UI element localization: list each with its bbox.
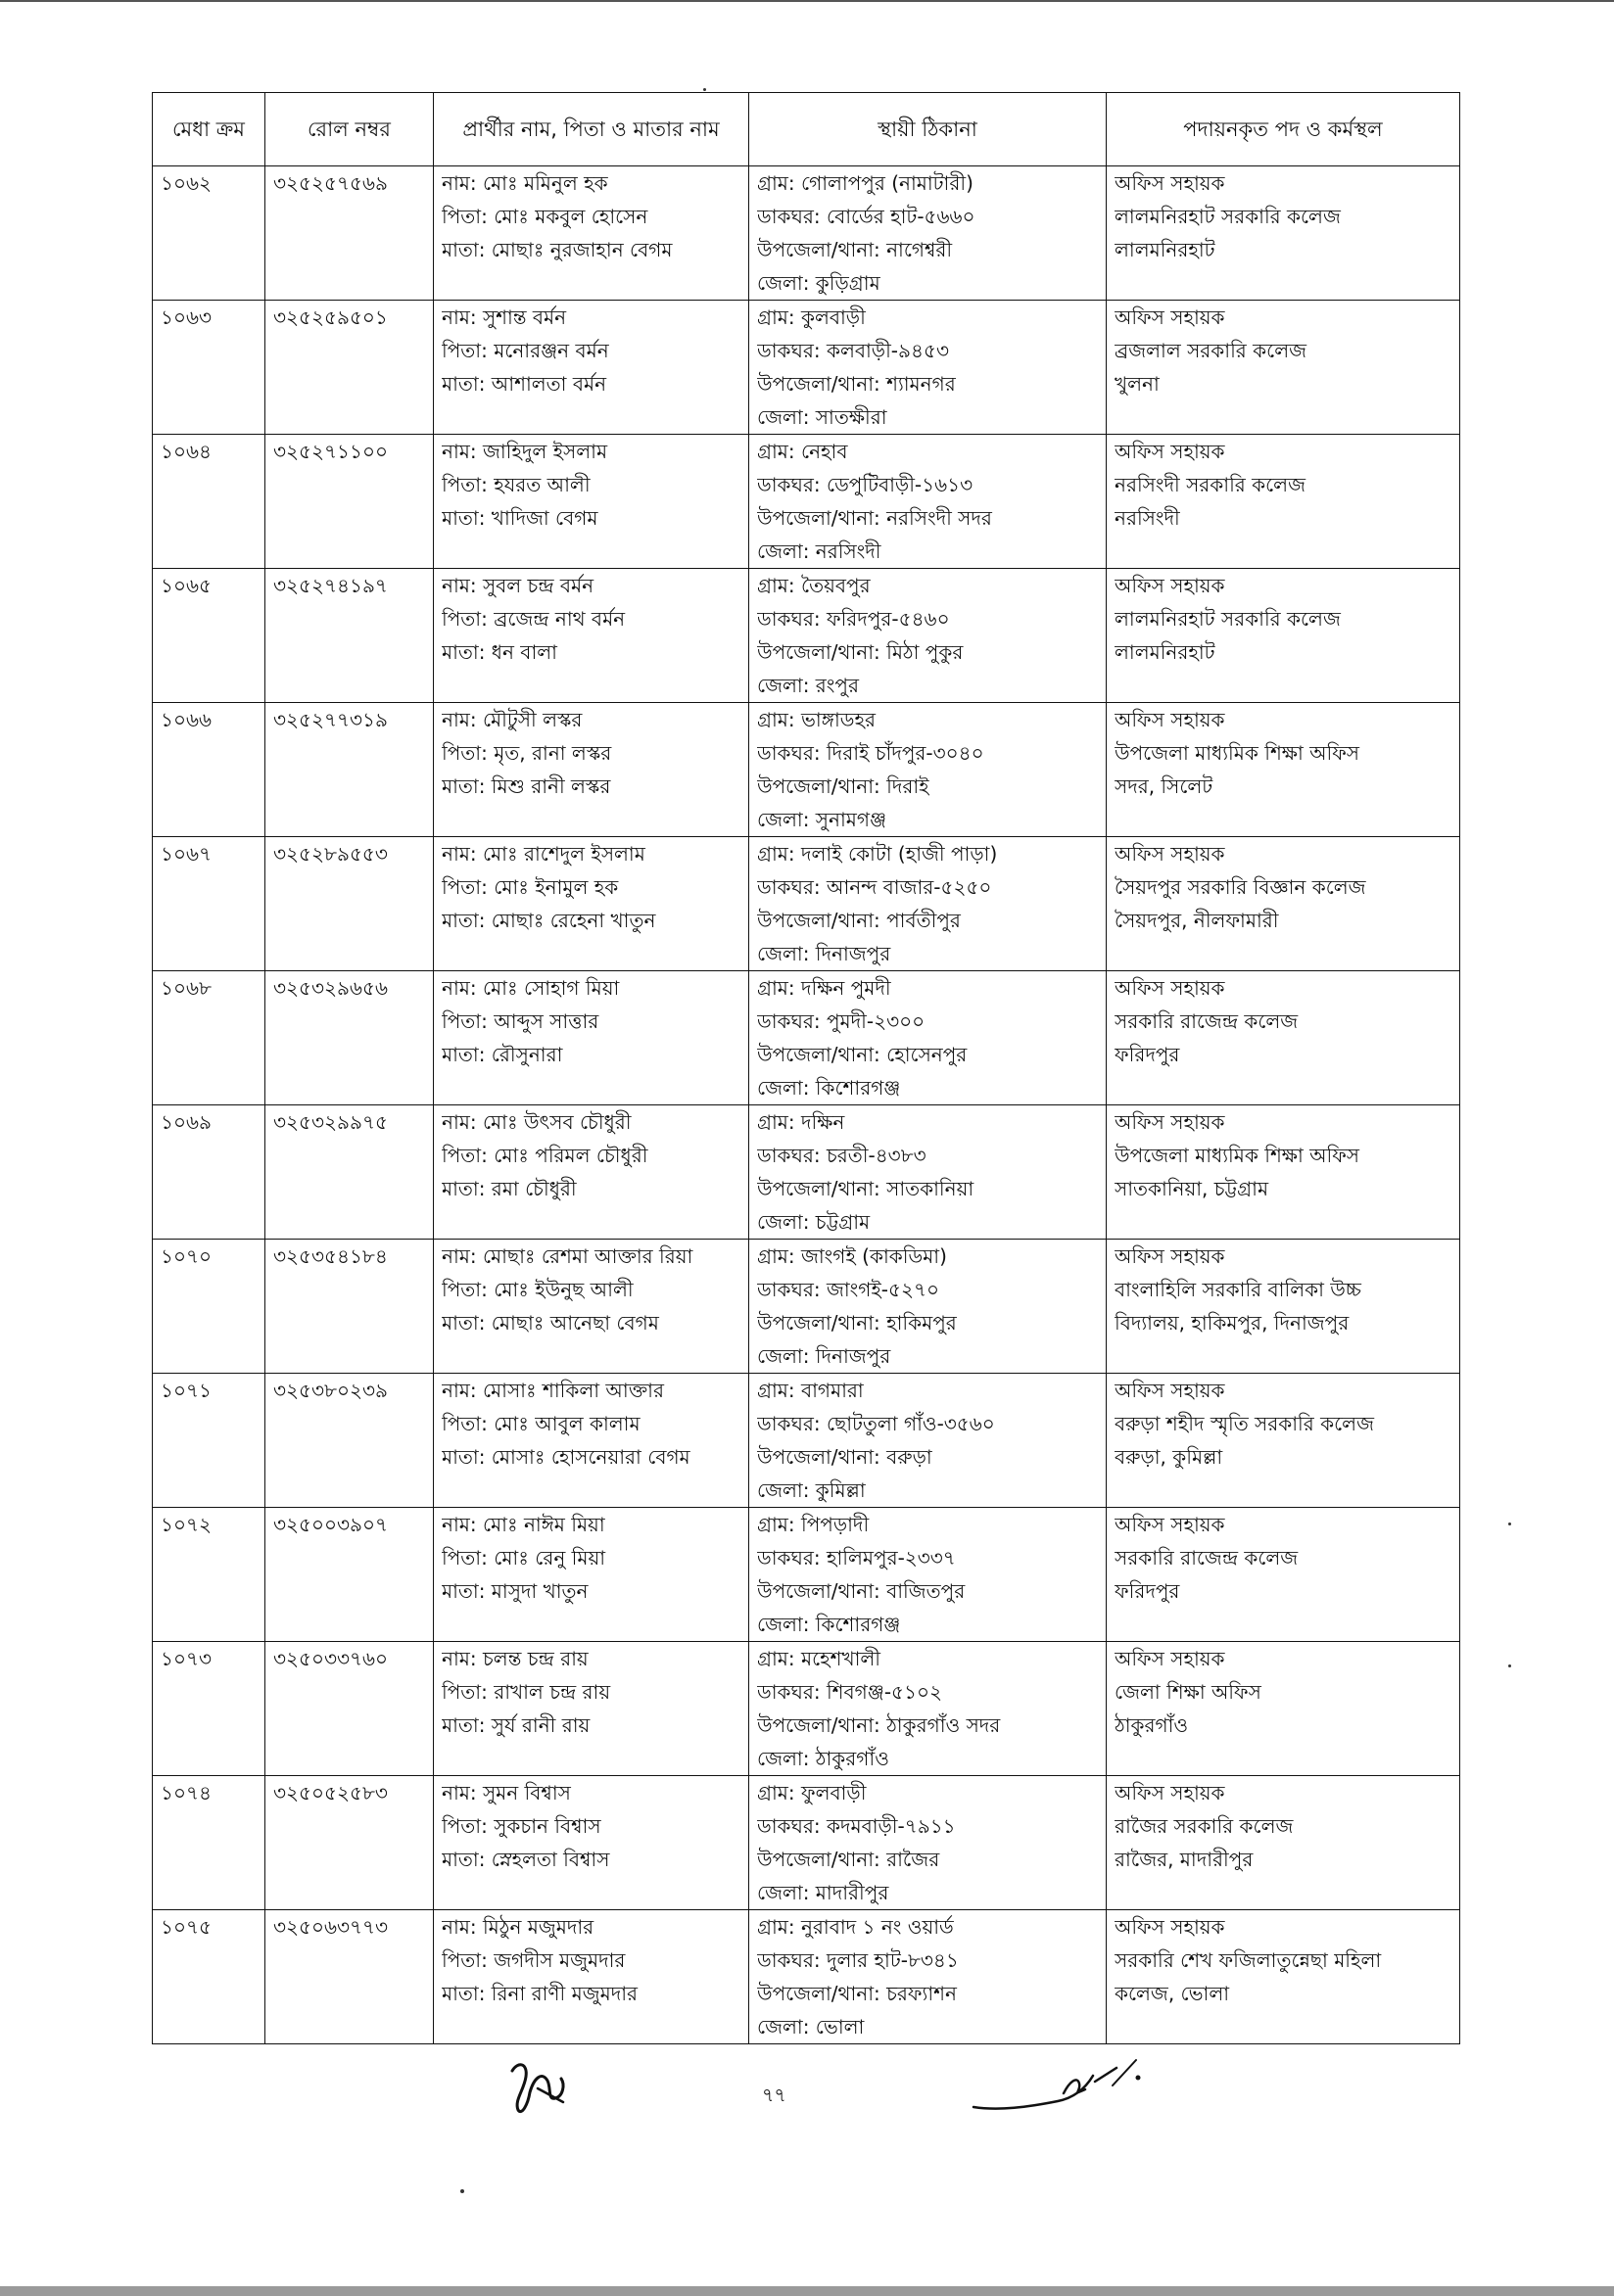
candidate-info-line: পিতা: রাখাল চন্দ্র রায় [442,1680,611,1704]
posting-line: অফিস সহায়ক [1115,1915,1225,1939]
posting-line: অফিস সহায়ক [1115,1244,1225,1268]
posting-line: সরকারি রাজেন্দ্র কলেজ [1115,1546,1299,1570]
table-row [153,1240,1460,1374]
candidate-info-line: পিতা: মোঃ পরিমল চৌধুরী [442,1144,648,1167]
roll-number-cell [265,166,434,301]
candidate-name-cell [434,1374,749,1508]
table-header-row [153,93,1460,166]
posting-cell [1107,1105,1460,1240]
merit-serial: ১০৬৪ [161,440,212,463]
candidate-name-cell [434,971,749,1105]
candidate-name-cell [434,301,749,435]
posting-line: সাতকানিয়া, চট্টগ্রাম [1115,1177,1269,1200]
posting-line: লালমনিরহাট [1115,640,1215,664]
posting-line: অফিস সহায়ক [1115,708,1225,731]
posting-cell [1107,301,1460,435]
scan-speck [460,2189,464,2193]
address-line: উপজেলা/থানা: নাগেশ্বরী [757,238,953,261]
posting-cell [1107,837,1460,971]
address-line: উপজেলা/থানা: হাকিমপুর [757,1311,957,1335]
roll-number-cell [265,1374,434,1508]
posting-line: জেলা শিক্ষা অফিস [1115,1680,1261,1704]
address-line: উপজেলা/থানা: চরফ্যাশন [757,1982,957,2005]
roll-number-cell [265,435,434,569]
candidate-name-cell [434,703,749,837]
table-row [153,1910,1460,2044]
merit-serial: ১০৬৮ [161,976,212,1000]
address-line: গ্রাম: ফুলবাড়ী [757,1781,867,1804]
merit-serial: ১০৭৫ [161,1915,212,1939]
candidate-info-line: পিতা: জগদীস মজুমদার [442,1948,626,1972]
candidate-info-line: নাম: মোঃ সোহাগ মিয়া [442,976,620,1000]
roll-number-cell [265,1240,434,1374]
merit-serial: ১০৬৩ [161,305,212,329]
candidate-name-cell [434,1508,749,1642]
address-line: উপজেলা/থানা: ঠাকুরগাঁও সদর [757,1713,1001,1737]
candidate-info-line: মাতা: মোসাঃ হোসনেয়ারা বেগম [442,1445,690,1469]
address-line: ডাকঘর: দিরাই চাঁদপুর-৩০৪০ [757,741,984,765]
posting-cell [1107,569,1460,703]
address-line: ডাকঘর: ছোটতুলা গাঁও-৩৫৬০ [757,1412,995,1435]
posting-cell [1107,1374,1460,1508]
address-line: ডাকঘর: আনন্দ বাজার-৫২৫০ [757,875,992,899]
posting-line: নরসিংদী [1115,506,1180,530]
address-line: গ্রাম: জাংগই (কাকডিমা) [757,1244,947,1268]
address-line: উপজেলা/থানা: বাজিতপুর [757,1579,966,1603]
posting-line: অফিস সহায়ক [1115,1781,1225,1804]
address-line: গ্রাম: তৈয়বপুর [757,574,871,597]
table-row [153,703,1460,837]
roll-number: ৩২৫৩২৯৬৫৬ [273,976,388,1000]
posting-line: রাজৈর, মাদারীপুর [1115,1848,1254,1871]
merit-serial: ১০৬৬ [161,708,212,731]
permanent-address-cell [749,1910,1107,2044]
address-line: ডাকঘর: ডেপুটিবাড়ী-১৬১৩ [757,473,973,496]
posting-line: সরকারি রাজেন্দ্র কলেজ [1115,1009,1299,1033]
table-row [153,166,1460,301]
candidate-info-line: নাম: মোঃ উৎসব চৌধুরী [442,1110,632,1134]
posting-line: নরসিংদী সরকারি কলেজ [1115,473,1305,496]
candidate-info-line: মাতা: রিনা রাণী মজুমদার [442,1982,639,2005]
merit-serial: ১০৬৯ [161,1110,212,1134]
posting-cell [1107,1642,1460,1776]
candidate-info-line: নাম: জাহিদুল ইসলাম [442,440,608,463]
address-line: জেলা: সুনামগঞ্জ [757,808,887,831]
roll-number: ৩২৫২৭৪১৯৭ [273,574,388,597]
header-roll-number: রোল নম্বর [265,93,434,166]
table-row [153,1105,1460,1240]
posting-line: উপজেলা মাধ্যমিক শিক্ষা অফিস [1115,1144,1360,1167]
merit-serial: ১০৭১ [161,1379,212,1402]
candidate-info-line: নাম: চলন্ত চন্দ্র রায় [442,1647,589,1670]
candidate-info-line: মাতা: মাসুদা খাতুন [442,1579,589,1603]
posting-line: অফিস সহায়ক [1115,440,1225,463]
header-posting: পদায়নকৃত পদ ও কর্মস্থল [1107,93,1460,166]
address-line: ডাকঘর: পুমদী-২৩০০ [757,1009,926,1033]
merit-serial-cell [153,1776,265,1910]
candidate-name-cell [434,1105,749,1240]
candidate-info-line: পিতা: মোঃ আবুল কালাম [442,1412,641,1435]
address-line: ডাকঘর: হালিমপুর-২৩৩৭ [757,1546,956,1570]
candidate-info-line: পিতা: মোঃ রেনু মিয়া [442,1546,606,1570]
posting-line: অফিস সহায়ক [1115,1647,1225,1670]
posting-line: ফরিদপুর [1115,1043,1180,1066]
table-row [153,1508,1460,1642]
candidate-name-cell [434,1240,749,1374]
posting-line: অফিস সহায়ক [1115,976,1225,1000]
address-line: ডাকঘর: জাংগই-৫২৭০ [757,1278,939,1301]
address-line: উপজেলা/থানা: দিরাই [757,774,929,798]
posting-line: অফিস সহায়ক [1115,1110,1225,1134]
posting-cell [1107,435,1460,569]
candidate-info-line: মাতা: ধন বালা [442,640,557,664]
page-number: ৭৭ [762,2085,786,2106]
roll-number: ৩২৫৩৮০২৩৯ [273,1379,388,1402]
address-line: জেলা: কুমিল্লা [757,1478,866,1502]
address-line: জেলা: সাতক্ষীরা [757,405,887,429]
address-line: ডাকঘর: ফরিদপুর-৫৪৬০ [757,607,950,631]
address-line: উপজেলা/থানা: বরুড়া [757,1445,932,1469]
scan-speck [703,88,706,91]
candidate-info-line: নাম: মৌটুসী লস্কর [442,708,583,731]
permanent-address-cell [749,1776,1107,1910]
roll-number-cell [265,703,434,837]
permanent-address-cell [749,1642,1107,1776]
candidate-info-line: মাতা: সুর্য রানী রায় [442,1713,591,1737]
roll-number-cell [265,301,434,435]
candidate-info-line: মাতা: মোছাঃ নুরজাহান বেগম [442,238,673,261]
merit-serial-cell [153,1642,265,1776]
posting-line: অফিস সহায়ক [1115,574,1225,597]
address-line: জেলা: রংপুর [757,674,859,697]
address-line: জেলা: দিনাজপুর [757,942,891,965]
merit-serial: ১০৭০ [161,1244,212,1268]
posting-line: বাংলাহিলি সরকারি বালিকা উচ্চ [1115,1278,1361,1301]
permanent-address-cell [749,1105,1107,1240]
address-line: জেলা: ভোলা [757,2015,865,2038]
merit-serial: ১০৭৪ [161,1781,212,1804]
header-permanent-address: স্থায়ী ঠিকানা [749,93,1107,166]
posting-line: বিদ্যালয়, হাকিমপুর, দিনাজপুর [1115,1311,1350,1335]
address-line: জেলা: চট্টগ্রাম [757,1210,871,1234]
permanent-address-cell [749,301,1107,435]
address-line: ডাকঘর: দুলার হাট-৮৩৪১ [757,1948,959,1972]
address-line: উপজেলা/থানা: মিঠা পুকুর [757,640,964,664]
merit-serial-cell [153,1910,265,2044]
address-line: গ্রাম: বাগমারা [757,1379,864,1402]
merit-serial-cell [153,435,265,569]
posting-line: অফিস সহায়ক [1115,171,1225,195]
merit-list-table [152,92,1460,2044]
candidate-name-cell [434,435,749,569]
address-line: ডাকঘর: বোর্ডের হাট-৫৬৬০ [757,205,975,228]
permanent-address-cell [749,837,1107,971]
address-line: ডাকঘর: চরতী-৪৩৮৩ [757,1144,926,1167]
address-line: উপজেলা/থানা: সাতকানিয়া [757,1177,974,1200]
address-line: গ্রাম: মহেশখালী [757,1647,881,1670]
address-line: গ্রাম: ভাঙ্গাডহর [757,708,876,731]
table-row [153,301,1460,435]
candidate-info-line: নাম: মোসাঃ শাকিলা আক্তার [442,1379,664,1402]
address-line: উপজেলা/থানা: পার্বতীপুর [757,909,961,932]
roll-number: ৩২৫২৮৯৫৫৩ [273,842,388,866]
roll-number-cell [265,971,434,1105]
permanent-address-cell [749,166,1107,301]
posting-cell [1107,166,1460,301]
posting-cell [1107,1508,1460,1642]
candidate-info-line: মাতা: আশালতা বর্মন [442,372,607,396]
candidate-info-line: নাম: মোঃ নাঈম মিয়া [442,1513,605,1536]
posting-line: খুলনা [1115,372,1160,396]
signature-left-icon [504,2041,583,2120]
roll-number: ৩২৫৩৫৪১৮৪ [273,1244,388,1268]
merit-serial-cell [153,703,265,837]
candidate-info-line: পিতা: মোঃ ইউনুছ আলী [442,1278,634,1301]
roll-number: ৩২৫২৫৭৫৬৯ [273,171,388,195]
permanent-address-cell [749,1508,1107,1642]
table-row [153,1642,1460,1776]
roll-number: ৩২৫০৫২৫৮৩ [273,1781,388,1804]
posting-line: রাজৈর সরকারি কলেজ [1115,1814,1294,1838]
candidate-info-line: পিতা: মনোরঞ্জন বর্মন [442,339,609,362]
scan-edge-top [0,0,1614,2]
merit-serial-cell [153,1240,265,1374]
roll-number: ৩২৫২৭১১০০ [273,440,388,463]
address-line: জেলা: কুড়িগ্রাম [757,271,880,295]
address-line: উপজেলা/থানা: শ্যামনগর [757,372,956,396]
permanent-address-cell [749,1240,1107,1374]
roll-number-cell [265,1105,434,1240]
posting-cell [1107,1910,1460,2044]
merit-serial: ১০৬২ [161,171,212,195]
candidate-name-cell [434,1776,749,1910]
merit-serial-cell [153,1374,265,1508]
roll-number: ৩২৫০০৩৯০৭ [273,1513,388,1536]
merit-serial: ১০৬৭ [161,842,212,866]
table-row [153,1374,1460,1508]
candidate-name-cell [434,1642,749,1776]
permanent-address-cell [749,971,1107,1105]
merit-serial-cell [153,166,265,301]
address-line: গ্রাম: দলাই কোটা (হাজী পাড়া) [757,842,998,866]
posting-line: সরকারি শেখ ফজিলাতুন্নেছা মহিলা [1115,1948,1382,1972]
address-line: গ্রাম: নেহাব [757,440,848,463]
candidate-info-line: নাম: মোছাঃ রেশমা আক্তার রিয়া [442,1244,693,1268]
roll-number: ৩২৫৩২৯৯৭৫ [273,1110,388,1134]
address-line: ডাকঘর: কলবাড়ী-৯৪৫৩ [757,339,949,362]
posting-line: অফিস সহায়ক [1115,305,1225,329]
roll-number-cell [265,569,434,703]
candidate-info-line: পিতা: হযরত আলী [442,473,591,496]
signature-right-icon [970,2046,1165,2125]
merit-serial: ১০৭৩ [161,1647,212,1670]
posting-cell [1107,703,1460,837]
permanent-address-cell [749,435,1107,569]
posting-line: অফিস সহায়ক [1115,1513,1225,1536]
roll-number-cell [265,1910,434,2044]
permanent-address-cell [749,569,1107,703]
roll-number: ৩২৫২৫৯৫০১ [273,305,388,329]
address-line: জেলা: কিশোরগঞ্জ [757,1076,901,1100]
posting-line: ব্রজলাল সরকারি কলেজ [1115,339,1306,362]
table-row [153,569,1460,703]
posting-line: ফরিদপুর [1115,1579,1180,1603]
address-line: উপজেলা/থানা: রাজৈর [757,1848,940,1871]
candidate-info-line: পিতা: মোঃ মকবুল হোসেন [442,205,648,228]
table-row [153,435,1460,569]
merit-serial-cell [153,1105,265,1240]
address-line: জেলা: ঠাকুরগাঁও [757,1747,889,1770]
candidate-info-line: মাতা: খাদিজা বেগম [442,506,598,530]
posting-cell [1107,1240,1460,1374]
candidate-info-line: নাম: মোঃ রাশেদুল ইসলাম [442,842,645,866]
address-line: উপজেলা/থানা: নরসিংদী সদর [757,506,992,530]
posting-line: সদর, সিলেট [1115,774,1213,798]
address-line: গ্রাম: দক্ষিন পুমদী [757,976,891,1000]
roll-number-cell [265,1508,434,1642]
candidate-info-line: পিতা: আব্দুস সাত্তার [442,1009,599,1033]
candidate-info-line: মাতা: রমা চৌধুরী [442,1177,577,1200]
posting-line: লালমনিরহাট সরকারি কলেজ [1115,607,1341,631]
candidate-info-line: মাতা: স্নেহলতা বিশ্বাস [442,1848,610,1871]
candidate-name-cell [434,569,749,703]
candidate-info-line: নাম: সুবল চন্দ্র বর্মন [442,574,594,597]
merit-serial: ১০৭২ [161,1513,212,1536]
candidate-info-line: মাতা: মিশু রানী লস্কর [442,774,611,798]
candidate-info-line: নাম: মিঠুন মজুমদার [442,1915,594,1939]
address-line: ডাকঘর: কদমবাড়ী-৭৯১১ [757,1814,956,1838]
address-line: জেলা: দিনাজপুর [757,1344,891,1368]
permanent-address-cell [749,1374,1107,1508]
posting-line: অফিস সহায়ক [1115,842,1225,866]
candidate-info-line: নাম: সুশান্ত বর্মন [442,305,567,329]
permanent-address-cell [749,703,1107,837]
merit-serial-cell [153,1508,265,1642]
header-merit-serial: মেধা ক্রম [153,93,265,166]
posting-line: সৈয়দপুর সরকারি বিজ্ঞান কলেজ [1115,875,1366,899]
address-line: জেলা: কিশোরগঞ্জ [757,1613,901,1636]
posting-line: বরুড়া শহীদ স্মৃতি সরকারি কলেজ [1115,1412,1374,1435]
posting-line: অফিস সহায়ক [1115,1379,1225,1402]
table-row [153,1776,1460,1910]
candidate-info-line: নাম: মোঃ মমিনুল হক [442,171,608,195]
scan-speck [1508,1664,1511,1667]
posting-line: লালমনিরহাট সরকারি কলেজ [1115,205,1341,228]
posting-line: বরুড়া, কুমিল্লা [1115,1445,1223,1469]
candidate-info-line: মাতা: রৌসুনারা [442,1043,563,1066]
address-line: উপজেলা/থানা: হোসেনপুর [757,1043,968,1066]
roll-number-cell [265,1642,434,1776]
posting-line: কলেজ, ভোলা [1115,1982,1230,2005]
posting-line: ঠাকুরগাঁও [1115,1713,1189,1737]
address-line: জেলা: নরসিংদী [757,539,881,563]
merit-serial-cell [153,837,265,971]
roll-number: ৩২৫২৭৭৩১৯ [273,708,388,731]
posting-line: সৈয়দপুর, নীলফামারী [1115,909,1279,932]
merit-serial-cell [153,971,265,1105]
roll-number-cell [265,1776,434,1910]
candidate-info-line: মাতা: মোছাঃ আনেছা বেগম [442,1311,659,1335]
roll-number: ৩২৫০৬৩৭৭৩ [273,1915,389,1939]
header-candidate-name: প্রার্থীর নাম, পিতা ও মাতার নাম [434,93,749,166]
candidate-info-line: পিতা: মৃত, রানা লস্কর [442,741,612,765]
candidate-info-line: নাম: সুমন বিশ্বাস [442,1781,571,1804]
roll-number-cell [265,837,434,971]
address-line: গ্রাম: গোলাপপুর (নামাটারী) [757,171,973,195]
scan-edge-bottom [0,2286,1614,2296]
address-line: গ্রাম: কুলবাড়ী [757,305,866,329]
scan-speck [1508,1523,1511,1525]
candidate-name-cell [434,837,749,971]
posting-line: উপজেলা মাধ্যমিক শিক্ষা অফিস [1115,741,1360,765]
address-line: গ্রাম: নুরাবাদ ১ নং ওয়ার্ড [757,1915,954,1939]
table-row [153,837,1460,971]
candidate-info-line: মাতা: মোছাঃ রেহেনা খাতুন [442,909,656,932]
posting-cell [1107,1776,1460,1910]
address-line: গ্রাম: দক্ষিন [757,1110,845,1134]
address-line: জেলা: মাদারীপুর [757,1881,889,1904]
table-row [153,971,1460,1105]
candidate-name-cell [434,166,749,301]
address-line: গ্রাম: পিপড়াদী [757,1513,870,1536]
posting-cell [1107,971,1460,1105]
roll-number: ৩২৫০৩৩৭৬০ [273,1647,389,1670]
merit-serial-cell [153,569,265,703]
posting-line: লালমনিরহাট [1115,238,1215,261]
address-line: ডাকঘর: শিবগঞ্জ-৫১০২ [757,1680,943,1704]
merit-serial: ১০৬৫ [161,574,212,597]
merit-serial-cell [153,301,265,435]
candidate-info-line: পিতা: মোঃ ইনামুল হক [442,875,619,899]
candidate-name-cell [434,1910,749,2044]
candidate-info-line: পিতা: ব্রজেন্দ্র নাথ বর্মন [442,607,626,631]
candidate-info-line: পিতা: সুকচান বিশ্বাস [442,1814,601,1838]
